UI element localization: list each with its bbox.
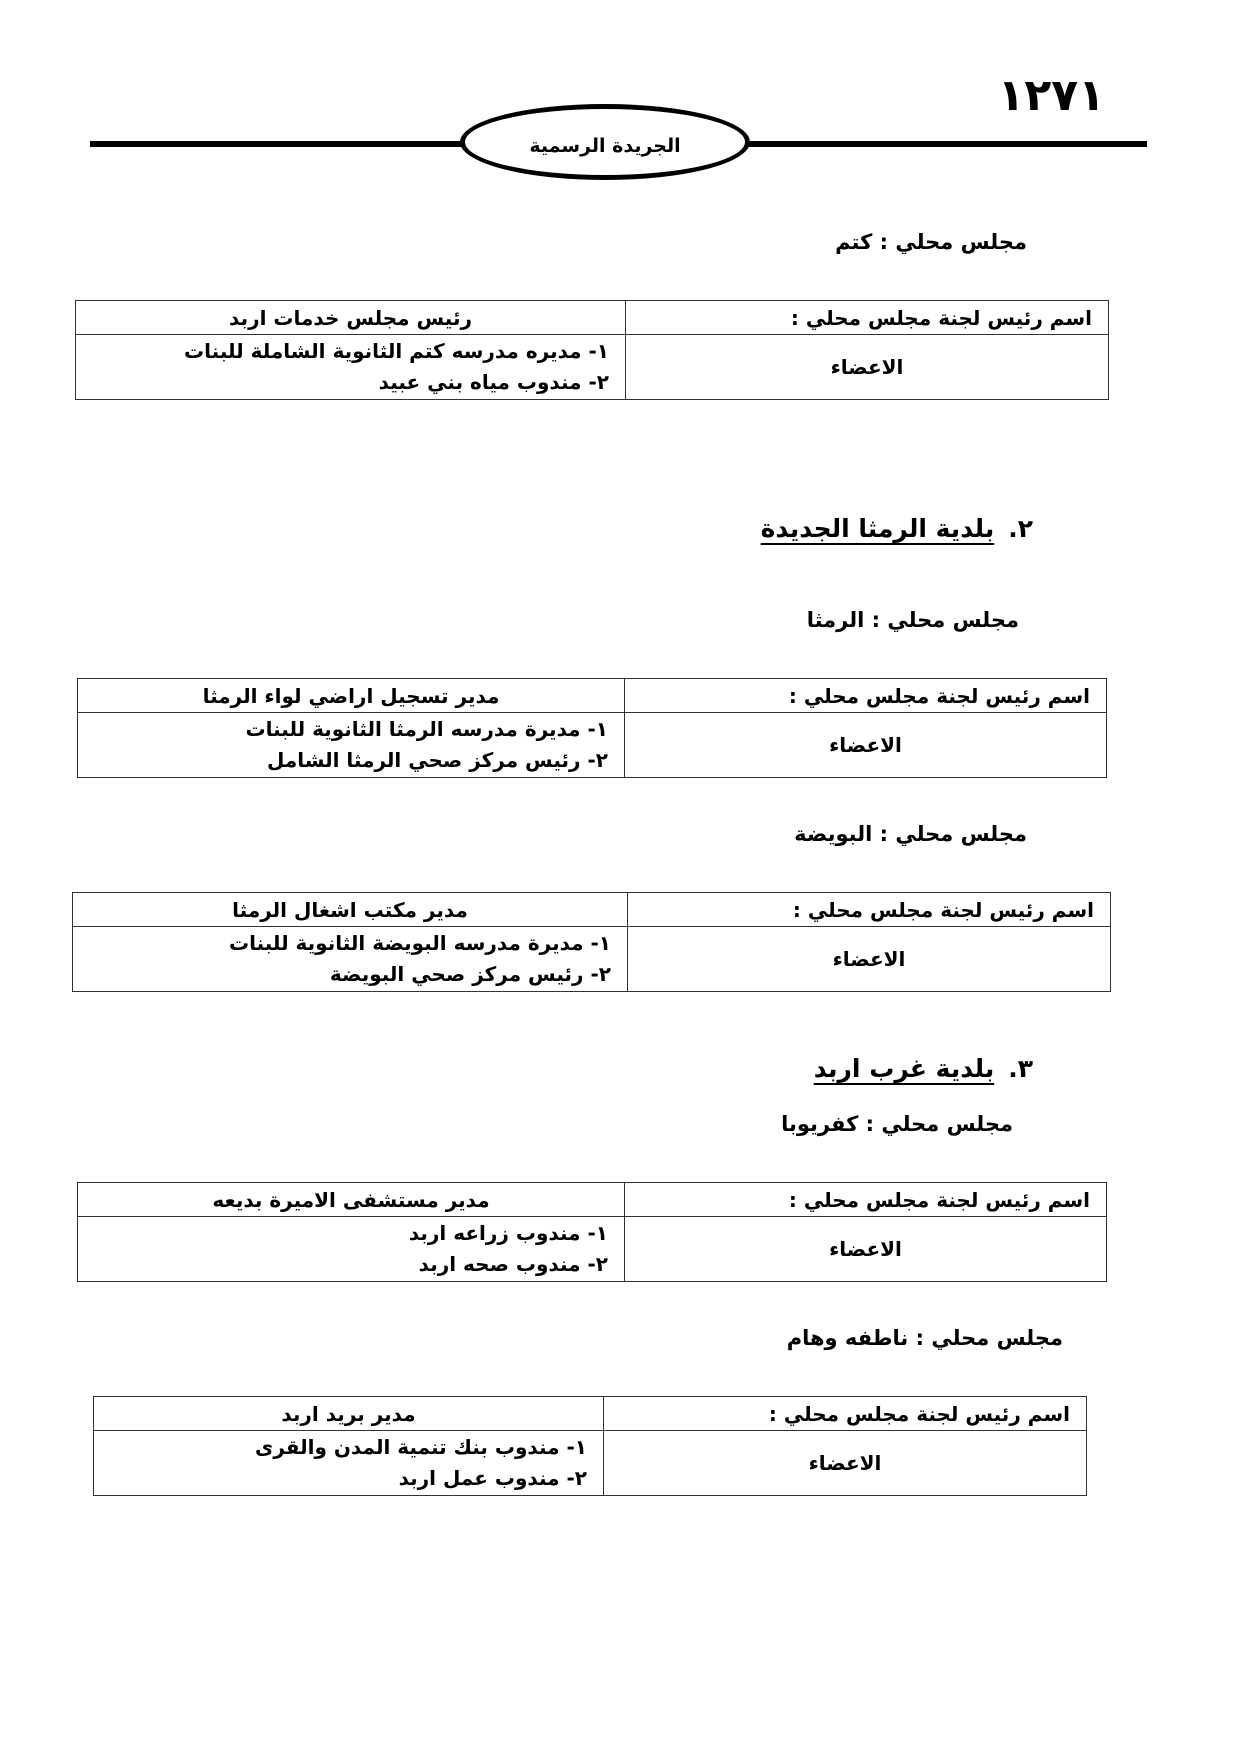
members-list xyxy=(76,335,626,400)
committee-table-ramtha xyxy=(77,678,1107,778)
council-title-ramtha: مجلس محلي : الرمثا xyxy=(806,608,1019,632)
member-item: ٢- رئيس مركز صحي البويضة xyxy=(329,962,611,986)
members-label: الاعضاء xyxy=(604,1431,1087,1496)
section-name: بلدية الرمثا الجديدة xyxy=(760,514,995,543)
committee-table-buwayda xyxy=(72,892,1111,992)
members-label: الاعضاء xyxy=(628,927,1111,992)
members-label: الاعضاء xyxy=(625,713,1107,778)
members-label: الاعضاء xyxy=(625,1217,1107,1282)
committee-chair: مدير تسجيل اراضي لواء الرمثا xyxy=(78,679,625,713)
section-title-west-irbid xyxy=(814,1054,1033,1083)
committee-table-kufr-yuba xyxy=(77,1182,1107,1282)
committee-chair: مدير مكتب اشغال الرمثا xyxy=(73,893,628,927)
member-item: ٢- مندوب صحه اربد xyxy=(418,1252,608,1276)
committee-table-natfa-ham xyxy=(93,1396,1087,1496)
member-item: ١- مديرة مدرسه الرمثا الثانوية للبنات xyxy=(245,717,608,741)
members-label: الاعضاء xyxy=(626,335,1109,400)
section-number: ٢. xyxy=(1008,514,1033,543)
gazette-title-oval xyxy=(460,104,750,180)
section-title-ramtha xyxy=(761,514,1033,543)
members-list xyxy=(78,713,625,778)
committee-head-label: اسم رئيس لجنة مجلس محلي : xyxy=(628,893,1111,927)
gazette-title: الجريدة الرسمية xyxy=(529,135,681,157)
member-item: ٢- مندوب عمل اربد xyxy=(398,1466,587,1490)
committee-head-label: اسم رئيس لجنة مجلس محلي : xyxy=(625,679,1107,713)
committee-chair: مدير بريد اربد xyxy=(94,1397,604,1431)
member-item: ١- مديره مدرسه كتم الثانوية الشاملة للبنات xyxy=(184,339,609,363)
member-item: ١- مندوب بنك تنمية المدن والقرى xyxy=(255,1435,587,1459)
member-item: ٢- مندوب مياه بني عبيد xyxy=(378,370,609,394)
section-number: ٣. xyxy=(1008,1054,1033,1083)
member-item: ٢- رئيس مركز صحي الرمثا الشامل xyxy=(267,748,608,772)
members-list xyxy=(94,1431,604,1496)
council-title-natfa-ham: مجلس محلي : ناطفه وهام xyxy=(786,1326,1063,1350)
committee-head-label: اسم رئيس لجنة مجلس محلي : xyxy=(626,301,1109,335)
committee-table-kitim xyxy=(75,300,1109,400)
page-number: ١٢٧١ xyxy=(997,70,1105,121)
council-title-kufr-yuba: مجلس محلي : كفريوبا xyxy=(781,1112,1013,1136)
committee-head-label: اسم رئيس لجنة مجلس محلي : xyxy=(625,1183,1107,1217)
committee-chair: مدير مستشفى الاميرة بديعه xyxy=(78,1183,625,1217)
council-title-kitim: مجلس محلي : كتم xyxy=(835,230,1027,254)
council-title-buwayda: مجلس محلي : البويضة xyxy=(794,822,1027,846)
member-item: ١- مديرة مدرسه البويضة الثانوية للبنات xyxy=(228,931,611,955)
members-list xyxy=(78,1217,625,1282)
member-item: ١- مندوب زراعه اربد xyxy=(408,1221,608,1245)
committee-head-label: اسم رئيس لجنة مجلس محلي : xyxy=(604,1397,1087,1431)
section-name: بلدية غرب اربد xyxy=(813,1054,995,1083)
committee-chair: رئيس مجلس خدمات اربد xyxy=(76,301,626,335)
members-list xyxy=(73,927,628,992)
